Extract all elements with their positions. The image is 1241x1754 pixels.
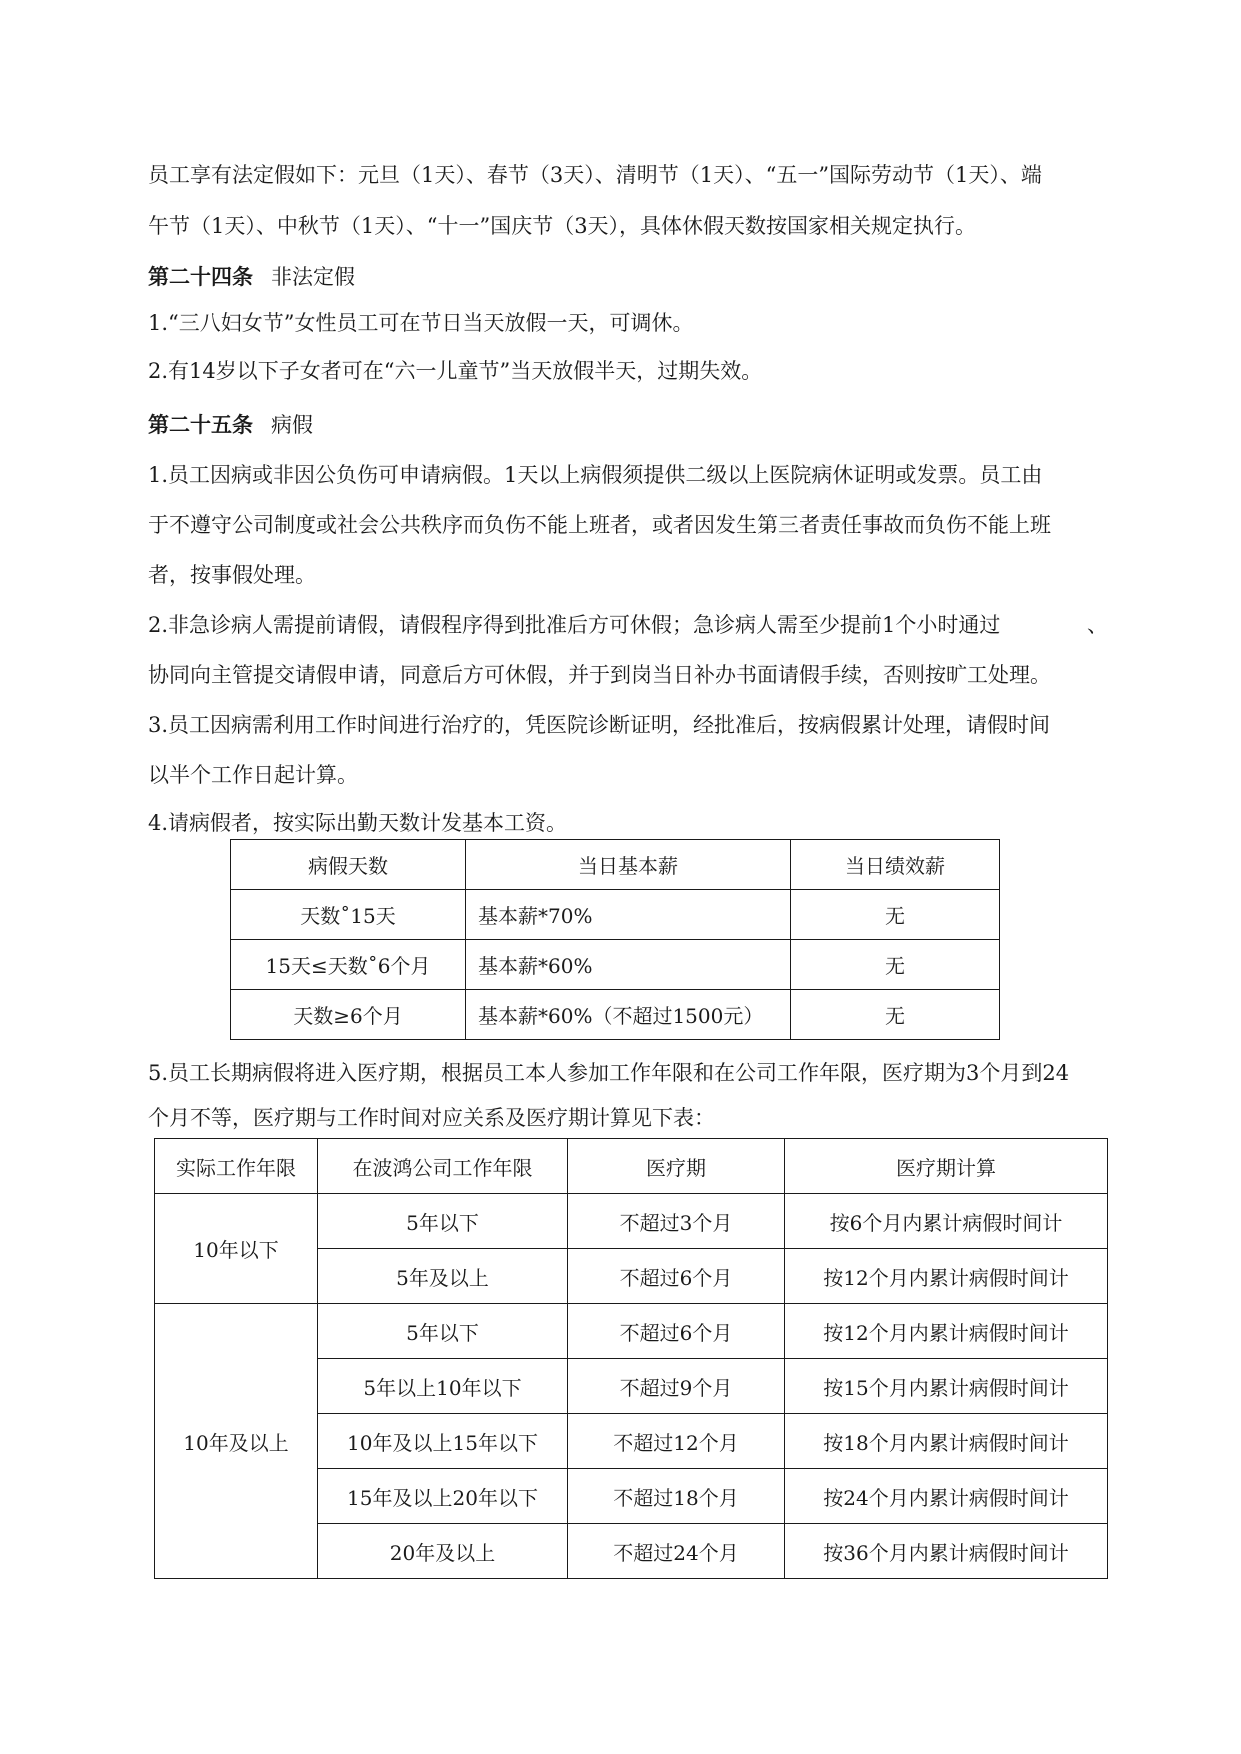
column-header: 病假天数 <box>231 840 466 890</box>
group-cell: 10年及以上 <box>155 1304 318 1579</box>
table-row <box>155 1304 1108 1359</box>
article-25-item-3-line-2: 以半个工作日起计算。 <box>148 763 358 787</box>
article-25-item-1-line-1: 1.员工因病或非因公负伤可申请病假。1天以上病假须提供二级以上医院病休证明或发票。员工由 <box>148 463 1043 487</box>
group-cell: 10年以下 <box>155 1194 318 1304</box>
column-header: 在波鸿公司工作年限 <box>318 1139 568 1194</box>
table-cell: 不超过6个月 <box>568 1249 785 1304</box>
table-cell: 10年及以上15年以下 <box>318 1414 568 1469</box>
table-cell: 15年及以上20年以下 <box>318 1469 568 1524</box>
article-25-item-3-line-1: 3.员工因病需利用工作时间进行治疗的，凭医院诊断证明，经批准后，按病假累计处理，请假时间 <box>148 713 1051 737</box>
table-row <box>231 990 1000 1040</box>
table-cell: 5年以上10年以下 <box>318 1359 568 1414</box>
table-cell: 按15个月内累计病假时间计 <box>785 1359 1108 1414</box>
holiday-paragraph-line-1: 员工享有法定假如下：元旦（1天）、春节（3天）、清明节（1天）、“五一”国际劳动节（1天）、端 <box>148 163 1042 187</box>
column-header: 当日绩效薪 <box>791 840 1000 890</box>
column-header: 实际工作年限 <box>155 1139 318 1194</box>
table-cell: 不超过12个月 <box>568 1414 785 1469</box>
table-cell: 15天≤天数˚6个月 <box>231 940 466 990</box>
article-25-item-2-line-1-tail: 、 <box>1087 613 1108 637</box>
article-24-heading <box>148 262 1108 292</box>
article-25-item-4: 4.请病假者，按实际出勤天数计发基本工资。 <box>148 811 568 835</box>
table-row <box>155 1194 1108 1249</box>
table-cell: 基本薪*60% <box>466 940 791 990</box>
article-25-heading <box>148 410 1108 440</box>
column-header: 当日基本薪 <box>466 840 791 890</box>
medical-period-table <box>154 1138 1108 1579</box>
article-24-item-2: 2.有14岁以下子女者可在“六一儿童节”当天放假半天，过期失效。 <box>148 359 763 383</box>
table-cell: 基本薪*60%（不超过1500元） <box>466 990 791 1040</box>
article-25-subtitle: 病假 <box>271 413 313 437</box>
table-cell: 按12个月内累计病假时间计 <box>785 1304 1108 1359</box>
table-cell: 不超过6个月 <box>568 1304 785 1359</box>
table-cell: 天数˚15天 <box>231 890 466 940</box>
table-cell: 按6个月内累计病假时间计 <box>785 1194 1108 1249</box>
table-cell: 不超过9个月 <box>568 1359 785 1414</box>
table-header-row <box>231 840 1000 890</box>
table-cell: 无 <box>791 940 1000 990</box>
table-cell: 5年及以上 <box>318 1249 568 1304</box>
article-25-item-2-line-1-text: 2.非急诊病人需提前请假，请假程序得到批准后方可休假；急诊病人需至少提前1个小时通过 <box>148 613 1001 637</box>
table-cell: 按24个月内累计病假时间计 <box>785 1469 1108 1524</box>
column-header: 医疗期 <box>568 1139 785 1194</box>
article-24-number: 第二十四条 <box>148 264 253 289</box>
table-header-row <box>155 1139 1108 1194</box>
article-25-item-2-line-2: 协同向主管提交请假申请，同意后方可休假，并于到岗当日补办书面请假手续，否则按旷工处理。 <box>148 663 1051 687</box>
article-25-item-5-line-2: 个月不等，医疗期与工作时间对应关系及医疗期计算见下表： <box>148 1106 715 1130</box>
holiday-paragraph-line-2: 午节（1天）、中秋节（1天）、“十一”国庆节（3天），具体休假天数按国家相关规定执行。 <box>148 214 977 238</box>
article-25-item-1-line-2: 于不遵守公司制度或社会公共秩序而负伤不能上班者，或者因发生第三者责任事故而负伤不能上班 <box>148 513 1051 537</box>
table-cell: 天数≥6个月 <box>231 990 466 1040</box>
table-cell: 5年以下 <box>318 1304 568 1359</box>
table-cell: 无 <box>791 990 1000 1040</box>
table-cell: 按18个月内累计病假时间计 <box>785 1414 1108 1469</box>
article-25-number: 第二十五条 <box>148 412 253 437</box>
column-header: 医疗期计算 <box>785 1139 1108 1194</box>
sick-pay-table <box>230 839 1000 1040</box>
table-cell: 不超过3个月 <box>568 1194 785 1249</box>
article-25-item-2-line-1 <box>148 610 1108 640</box>
table-cell: 无 <box>791 890 1000 940</box>
article-24-item-1: 1.“三八妇女节”女性员工可在节日当天放假一天，可调休。 <box>148 311 694 335</box>
article-25-item-1-line-3: 者，按事假处理。 <box>148 563 316 587</box>
article-24-subtitle: 非法定假 <box>271 265 355 289</box>
table-row <box>231 940 1000 990</box>
table-cell: 按36个月内累计病假时间计 <box>785 1524 1108 1579</box>
table-cell: 基本薪*70% <box>466 890 791 940</box>
table-cell: 不超过24个月 <box>568 1524 785 1579</box>
table-cell: 5年以下 <box>318 1194 568 1249</box>
table-cell: 不超过18个月 <box>568 1469 785 1524</box>
table-row <box>231 890 1000 940</box>
table-cell: 按12个月内累计病假时间计 <box>785 1249 1108 1304</box>
article-25-item-5-line-1: 5.员工长期病假将进入医疗期，根据员工本人参加工作年限和在公司工作年限，医疗期为3个月到24 <box>148 1061 1070 1085</box>
table-cell: 20年及以上 <box>318 1524 568 1579</box>
